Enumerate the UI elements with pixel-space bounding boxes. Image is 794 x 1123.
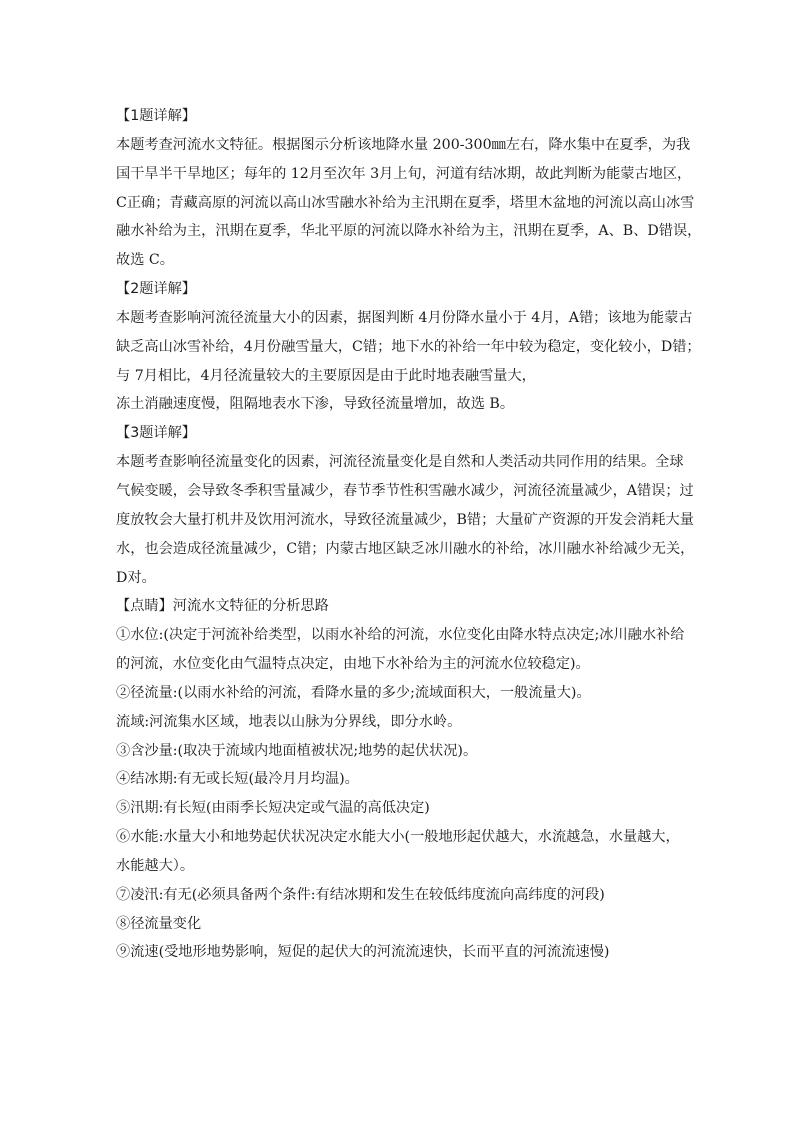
- text-line: ③含沙量:(取决于流域内地面植被状况;地势的起伏状况)。: [116, 742, 478, 759]
- text-line: ④结冰期:有无或长短(最冷月月均温)。: [116, 771, 359, 788]
- document-page: [116, 102, 702, 967]
- text-line: 冻土消融速度慢，阻隔地表水下渗，导致径流量增加，故选 B。: [116, 396, 515, 413]
- text-line: 本题考查河流水文特征。根据图示分析该地降水量 200-300㎜左右，降水集中在夏季，为我: [116, 136, 691, 153]
- text-line: 本题考查影响径流量变化的因素，河流径流量变化是自然和人类活动共同作用的结果。全球: [116, 454, 684, 471]
- text-line: 融水补给为主，汛期在夏季，华北平原的河流以降水补给为主，汛期在夏季，A、B、D错误，: [116, 223, 702, 240]
- text-line: 气候变暖，会导致冬季积雪量减少，春节季节性积雪融水减少，河流径流量减少，A错误；过: [116, 482, 694, 499]
- text-line: D对。: [116, 569, 156, 586]
- text-line: 水，也会造成径流量减少，C错；内蒙古地区缺乏冰川融水的补给，冰川融水补给减少无关，: [116, 540, 695, 557]
- text-line: 本题考查影响河流径流量大小的因素，据图判断 4月份降水量小于 4月，A错；该地为能蒙古: [116, 309, 693, 326]
- text-line: 故选 C。: [116, 252, 174, 269]
- text-line: ⑤汛期:有长短(由雨季长短决定或气温的高低决定): [116, 800, 430, 817]
- text-line: 水能越大）。: [116, 857, 195, 874]
- text-line: 度放牧会大量打机井及饮用河流水，导致径流量减少，B错；大量矿产资源的开发会消耗大量: [116, 511, 694, 528]
- text-line: 缺乏高山冰雪补给，4月份融雪量大，C错；地下水的补给一年中较为稳定，变化较小，D错；: [116, 338, 701, 355]
- text-line: ①水位:(决定于河流补给类型，以雨水补给的河流，水位变化由降水特点决定;冰川融水补给: [116, 627, 685, 644]
- section-heading: 【1题详解】: [116, 108, 196, 124]
- text-line: ⑦凌汛:有无(必须具备两个条件:有结冰期和发生在较低纬度流向高纬度的河段): [116, 886, 605, 903]
- text-line: ⑥水能:水量大小和地势起伏状况决定水能大小(一般地形起伏越大，水流越急，水量越大，: [116, 829, 680, 846]
- section-heading: 【2题详解】: [116, 281, 196, 298]
- text-line: 与 7月相比，4月径流量较大的主要原因是由于此时地表融雪量大，: [116, 367, 536, 384]
- section-heading: 【3题详解】: [116, 425, 196, 442]
- text-line: ⑨流速(受地形地势影响，短促的起伏大的河流流速快，长而平直的河流流速慢): [116, 944, 610, 961]
- text-line: ②径流量:(以雨水补给的河流，看降水量的多少;流域面积大，一般流量大)。: [116, 684, 591, 701]
- text-line: 国干旱半干旱地区；每年的 12月至次年 3月上旬，河道有结冰期，故此判断为能蒙古地区，: [116, 165, 692, 182]
- text-line: ⑧径流量变化: [116, 915, 202, 932]
- text-line: 流域:河流集水区域，地表以山脉为分界线，即分水岭。: [116, 713, 462, 730]
- text-line: 的河流，水位变化由气温特点决定，由地下水补给为主的河流水位较稳定)。: [116, 656, 590, 673]
- section-heading: 【点睛】河流水文特征的分析思路: [116, 598, 329, 615]
- text-line: C正确；青藏高原的河流以高山冰雪融水补给为主汛期在夏季，塔里木盆地的河流以高山冰雪: [116, 194, 695, 211]
